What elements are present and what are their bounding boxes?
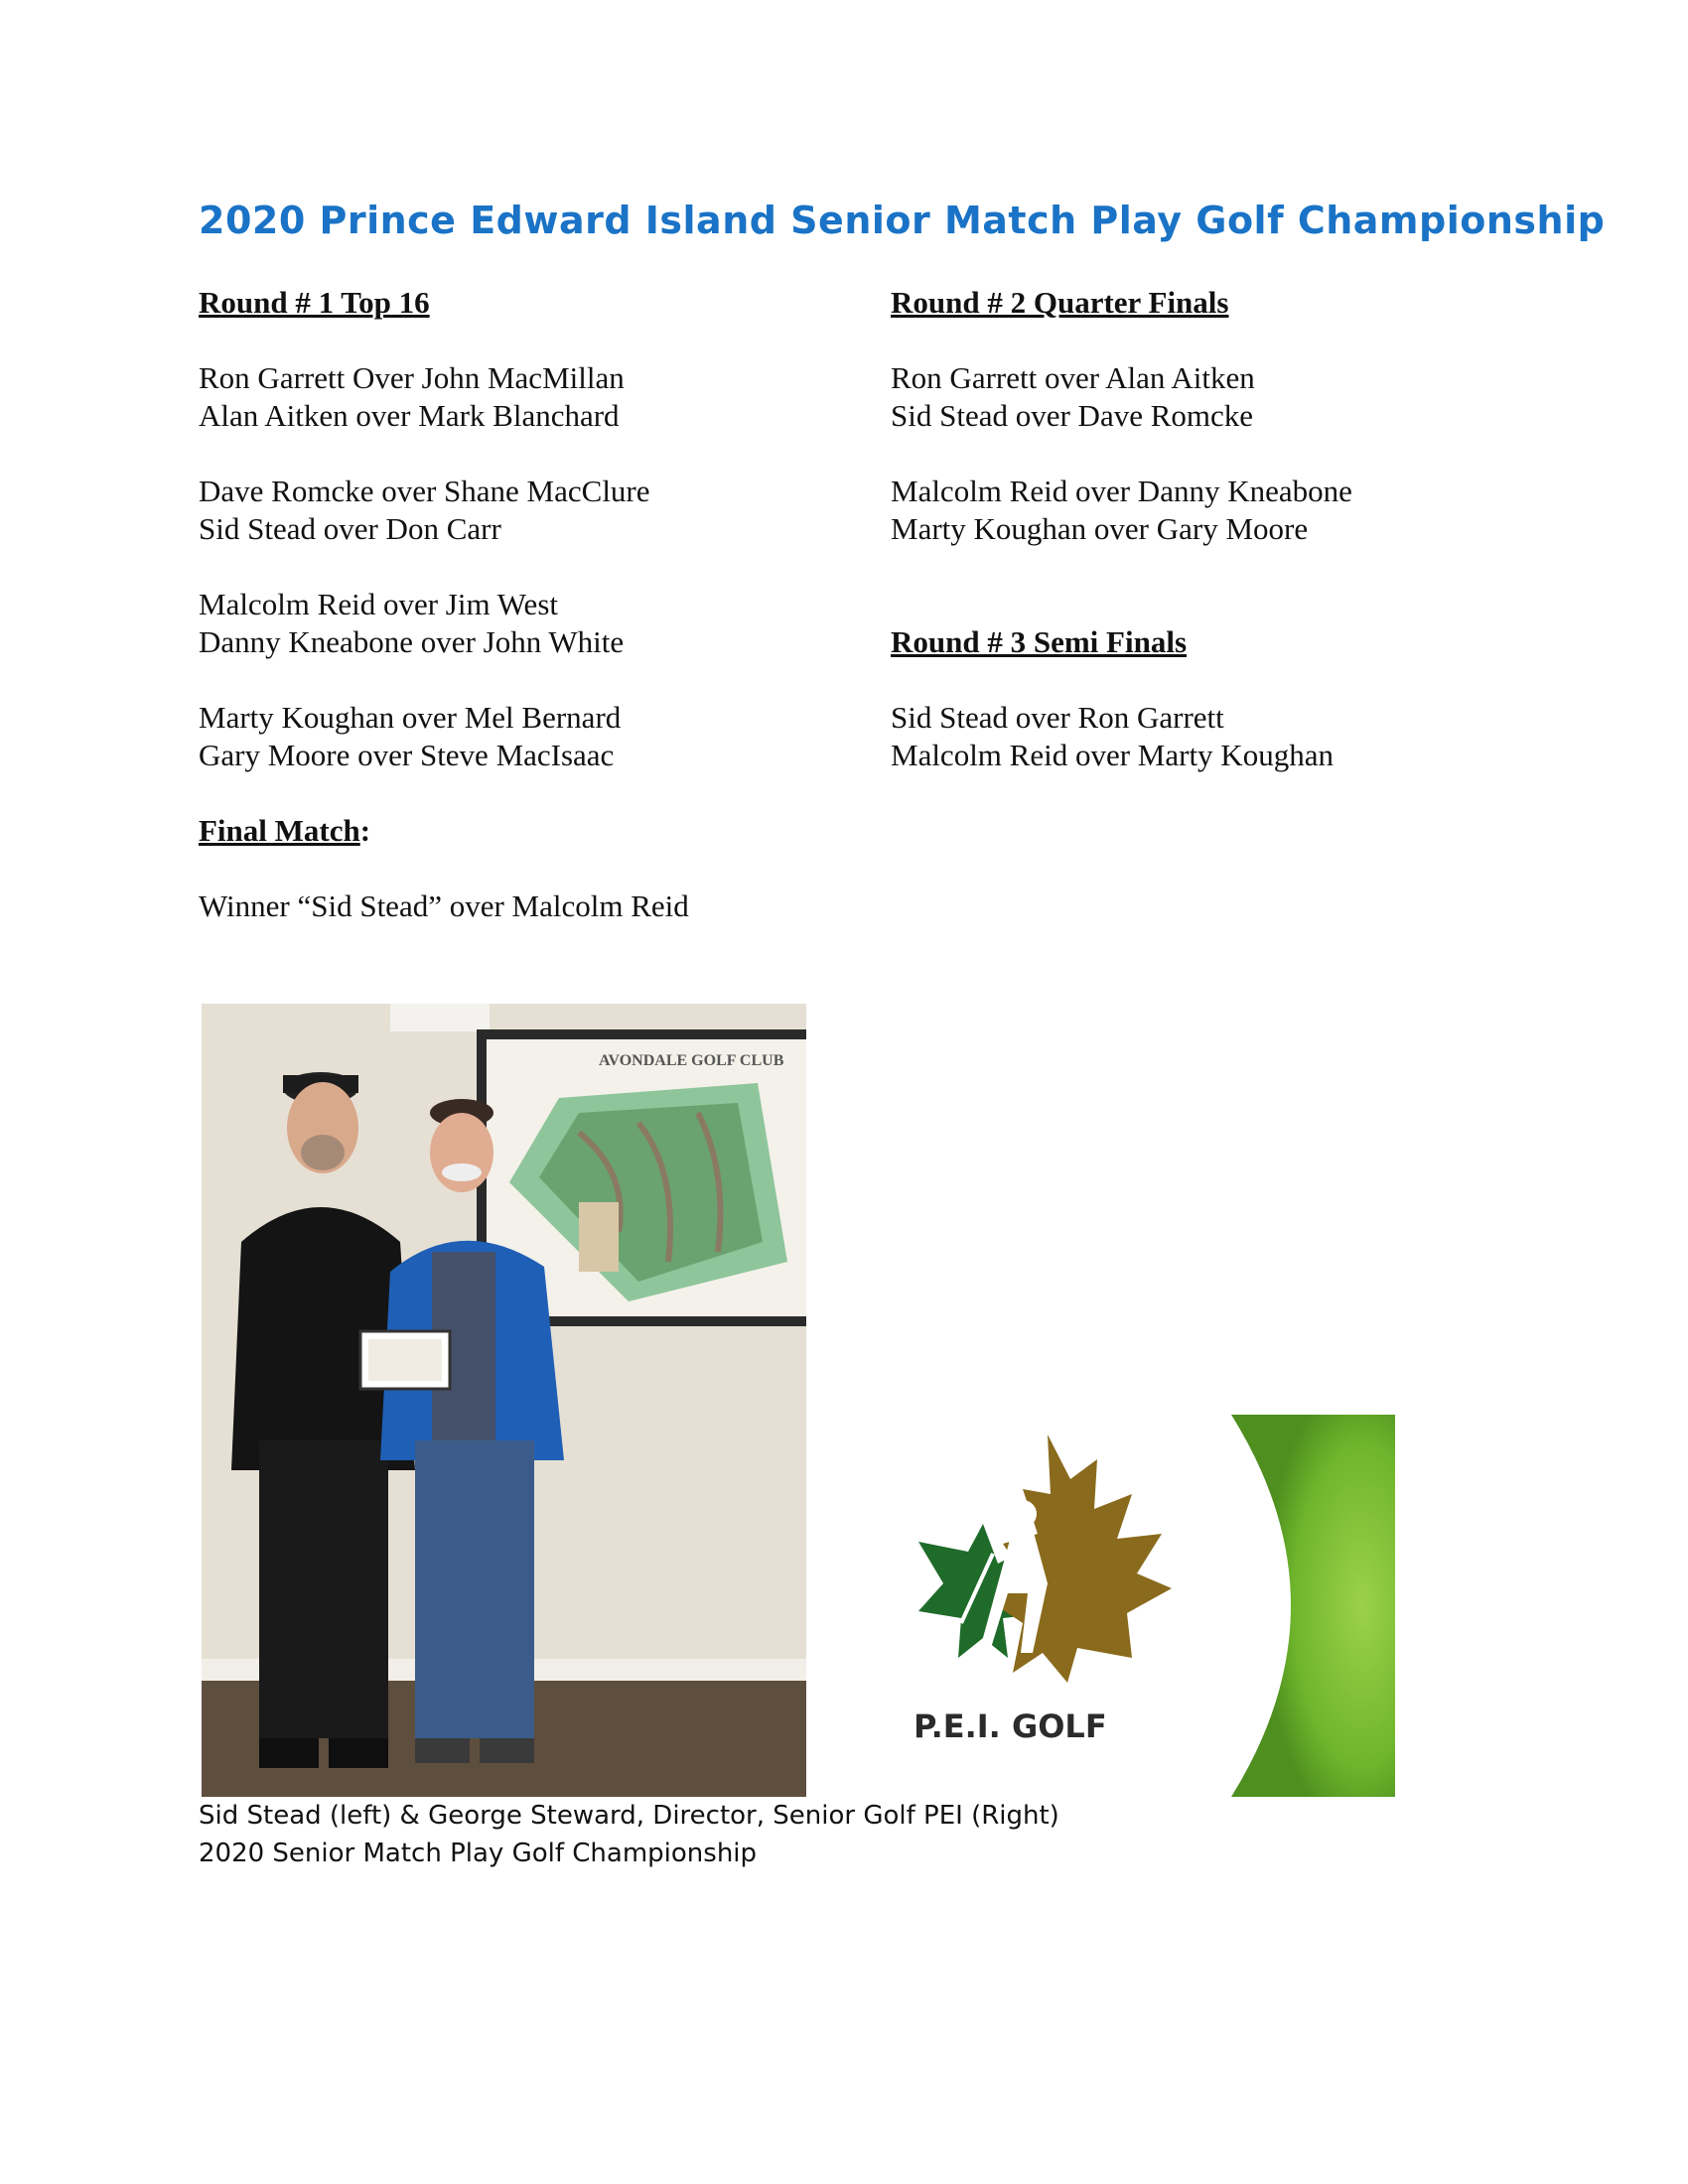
caption-line: Sid Stead (left) & George Steward, Director, Senior Golf PEI (Right) [199,1801,1059,1831]
round2-result: Ron Garrett over Alan Aitken [891,360,1255,395]
left-column [199,284,874,925]
logo-text: P.E.I. GOLF [914,1707,1107,1745]
round2-result: Marty Koughan over Gary Moore [891,511,1309,546]
page-title: 2020 Prince Edward Island Senior Match Play Golf Championship [199,199,1606,242]
photo-caption [199,1797,1291,1872]
round1-result: Malcolm Reid over Jim West [199,587,558,621]
pei-golf-logo [874,1415,1395,1797]
final-result: Winner “Sid Stead” over Malcolm Reid [199,888,689,923]
round1-heading: Round # 1 Top 16 [199,285,430,320]
certificate [360,1331,450,1389]
final-heading: Final Match [199,813,360,848]
round1-result: Ron Garrett Over John MacMillan [199,360,625,395]
caption-line: 2020 Senior Match Play Golf Championship [199,1839,758,1868]
round2-heading: Round # 2 Quarter Finals [891,285,1229,320]
winner-photo [202,1004,806,1797]
round1-result: Dave Romcke over Shane MacClure [199,474,650,508]
final-heading-colon: : [359,813,371,848]
round1-result: Gary Moore over Steve MacIsaac [199,738,615,772]
right-column [891,284,1586,774]
round2-result: Malcolm Reid over Danny Kneabone [891,474,1352,508]
round3-heading: Round # 3 Semi Finals [891,624,1188,659]
round3-result: Malcolm Reid over Marty Koughan [891,738,1334,772]
round3-result: Sid Stead over Ron Garrett [891,700,1224,735]
round1-result: Marty Koughan over Mel Bernard [199,700,622,735]
round1-result: Danny Kneabone over John White [199,624,625,659]
final-heading-line [199,812,874,850]
sign-text: AVONDALE GOLF CLUB [599,1052,784,1069]
round1-result: Sid Stead over Don Carr [199,511,501,546]
round2-result: Sid Stead over Dave Romcke [891,398,1254,433]
round1-result: Alan Aitken over Mark Blanchard [199,398,620,433]
